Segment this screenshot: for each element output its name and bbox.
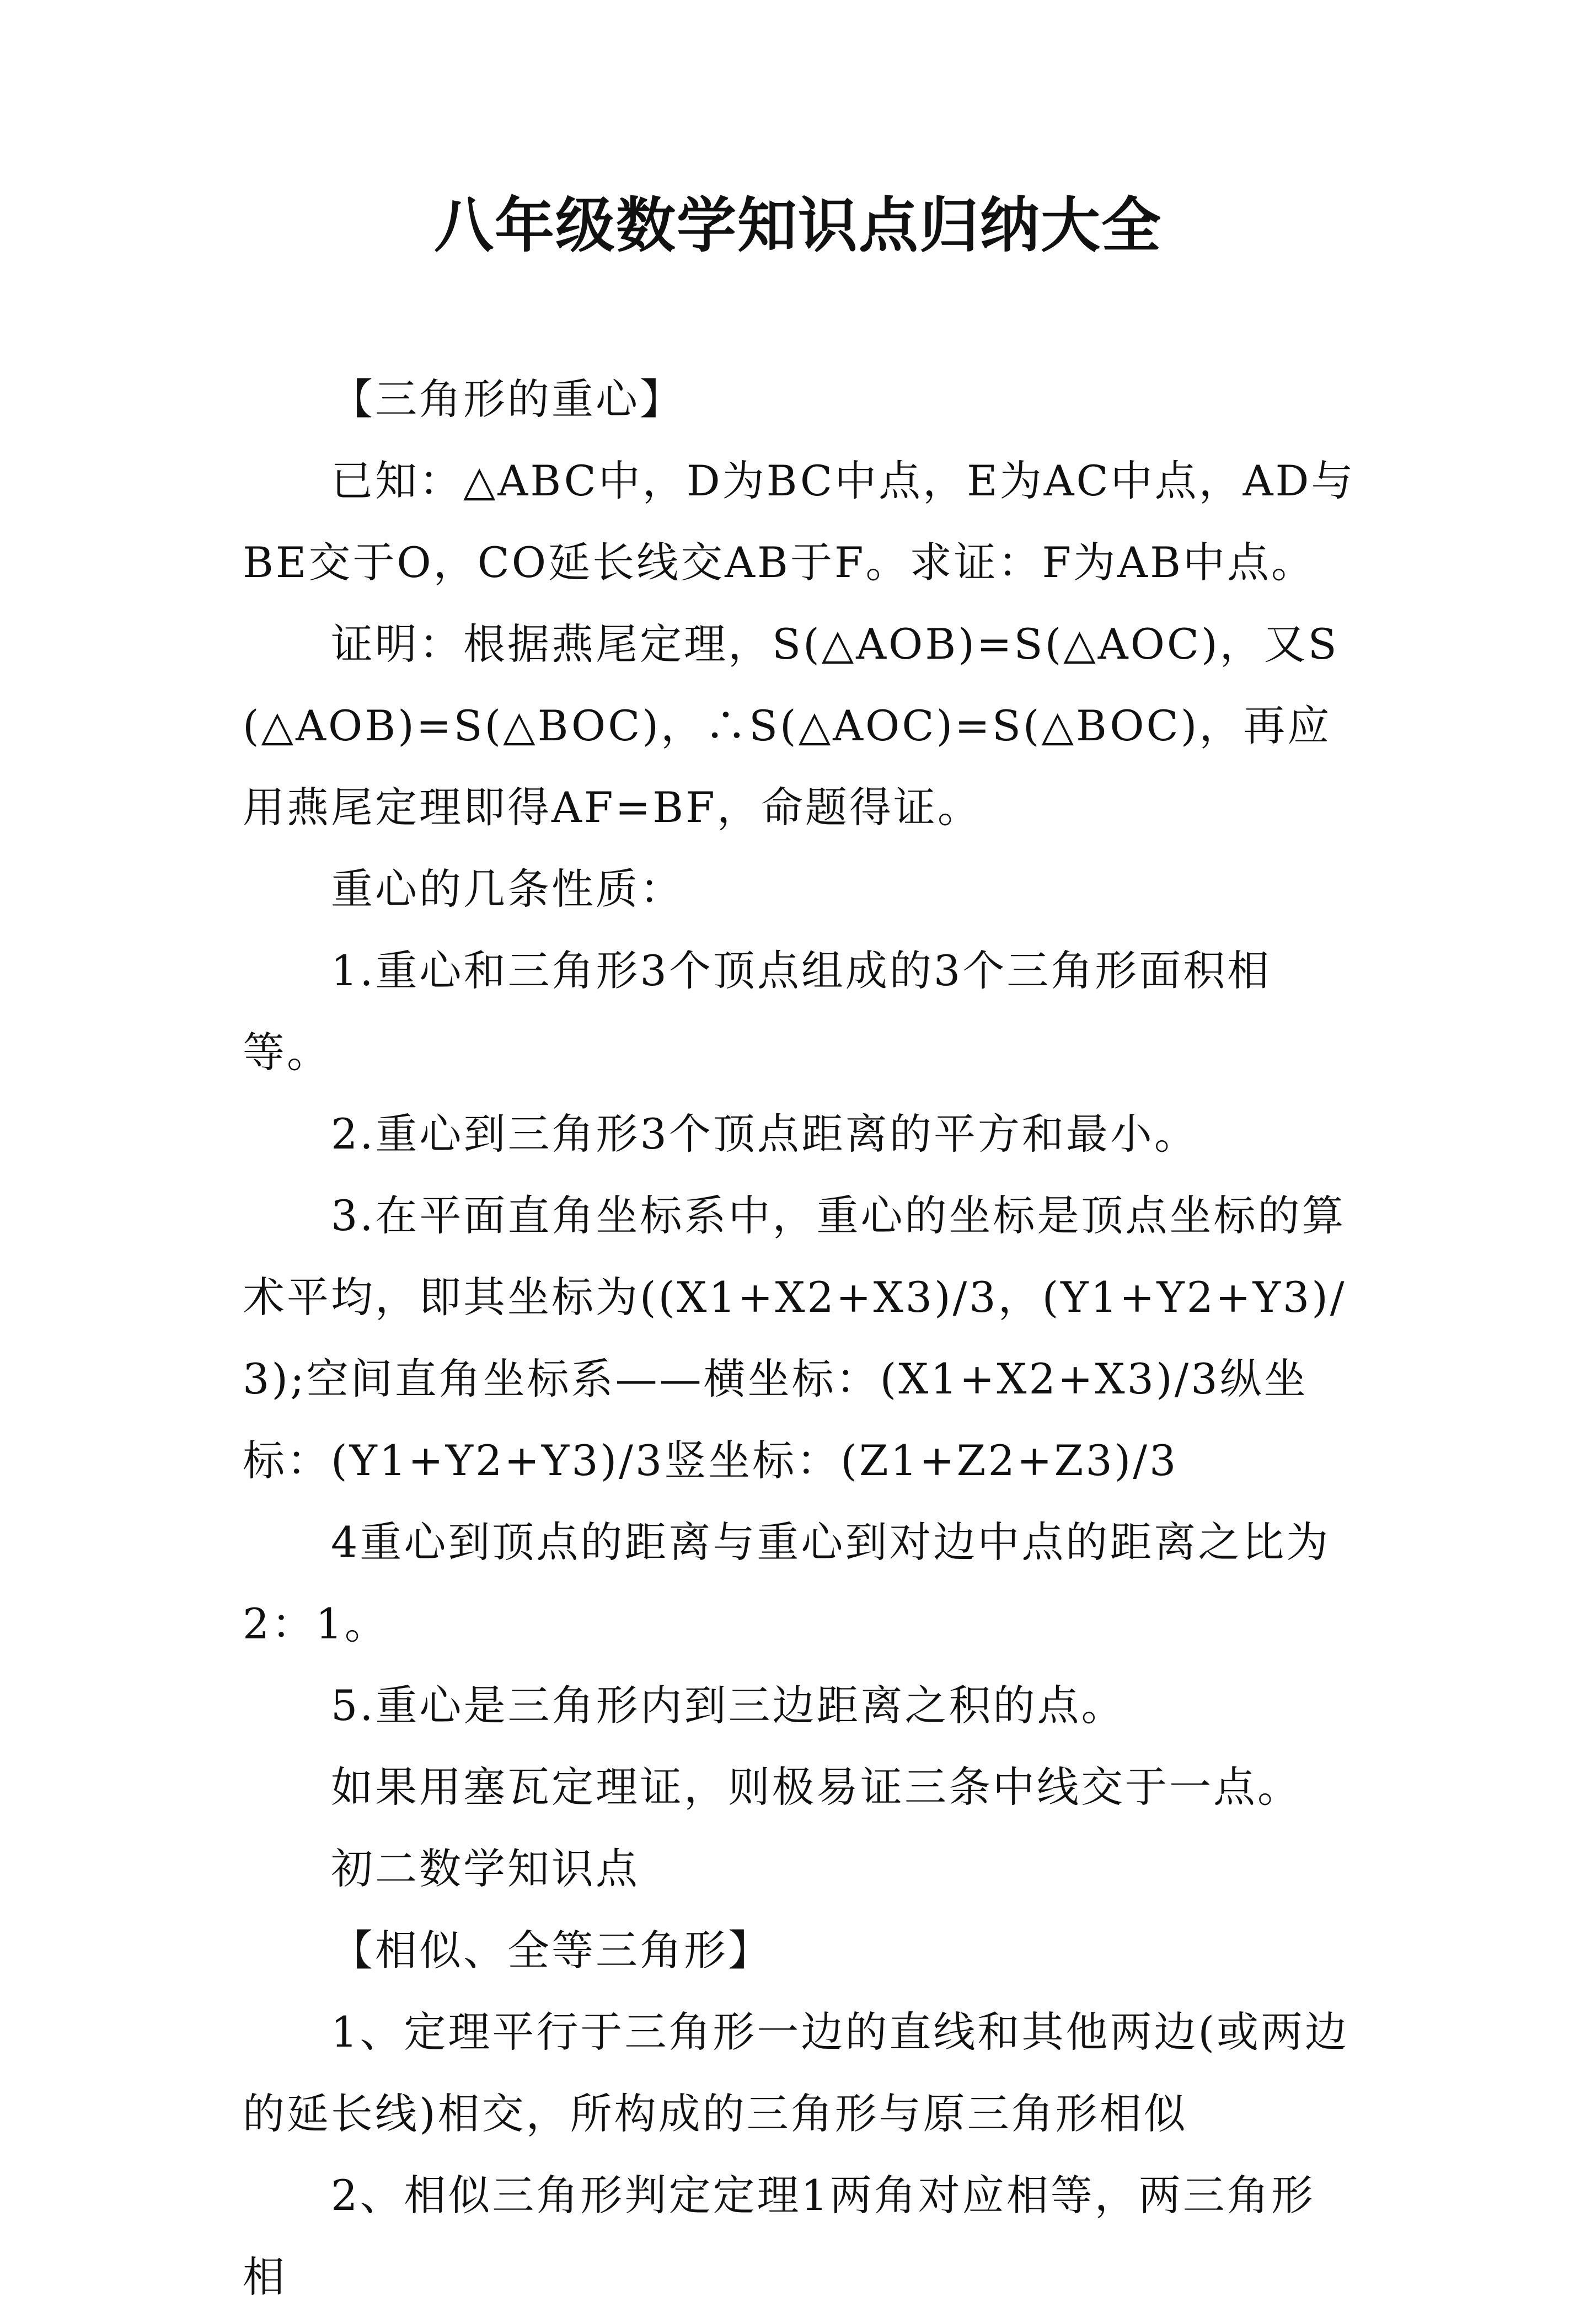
paragraph-property-2: 2.重心到三角形3个顶点距离的平方和最小。 xyxy=(331,1109,1198,1158)
paragraph-section-label: 初二数学知识点 xyxy=(331,1844,640,1893)
paragraph-theorem-1: 1、定理平行于三角形一边的直线和其他两边(或两边的延长线)相交，所构成的三角形与原三角形相似 xyxy=(243,2007,1349,2138)
paragraph-properties-heading: 重心的几条性质： xyxy=(331,864,684,914)
document-title: 八年级数学知识点归纳大全 xyxy=(433,191,1162,260)
paragraph-proof: 证明：根据燕尾定理，S(△AOB)=S(△AOC)，又S(△AOB)=S(△BOC)，∴S(△AOC)=S(△BOC)，再应用燕尾定理即得AF=BF，命题得证。 xyxy=(243,619,1339,832)
paragraph-property-3: 3.在平面直角坐标系中，重心的坐标是顶点坐标的算术平均，即其坐标为((X1+X2+X3)/3，(Y1+Y2+Y3)/3);空间直角坐标系——横坐标：(X1+X2+X3)/3纵坐标：(Y1+Y2+Y3)/3竖坐标：(Z1+Z2+Z3)/3 xyxy=(243,1191,1347,1485)
paragraph-given: 已知：△ABC中，D为BC中点，E为AC中点，AD与BE交于O，CO延长线交AB于F。求证：F为AB中点。 xyxy=(243,456,1356,587)
paragraph-property-1: 1.重心和三角形3个顶点组成的3个三角形面积相等。 xyxy=(243,946,1272,1077)
paragraph-property-4: 4重心到顶点的距离与重心到对边中点的距离之比为2：1。 xyxy=(243,1518,1331,1648)
document-body xyxy=(243,359,1357,2318)
paragraph-section-heading-centroid: 【三角形的重心】 xyxy=(331,375,684,424)
paragraph-property-5: 5.重心是三角形内到三边距离之积的点。 xyxy=(331,1681,1126,1730)
paragraph-ceva-note: 如果用塞瓦定理证，则极易证三条中线交于一点。 xyxy=(331,1762,1302,1812)
paragraph-theorem-2: 2、相似三角形判定定理1两角对应相等，两三角形相 xyxy=(243,2171,1315,2301)
paragraph-section-heading-similar: 【相似、全等三角形】 xyxy=(331,1926,772,1975)
